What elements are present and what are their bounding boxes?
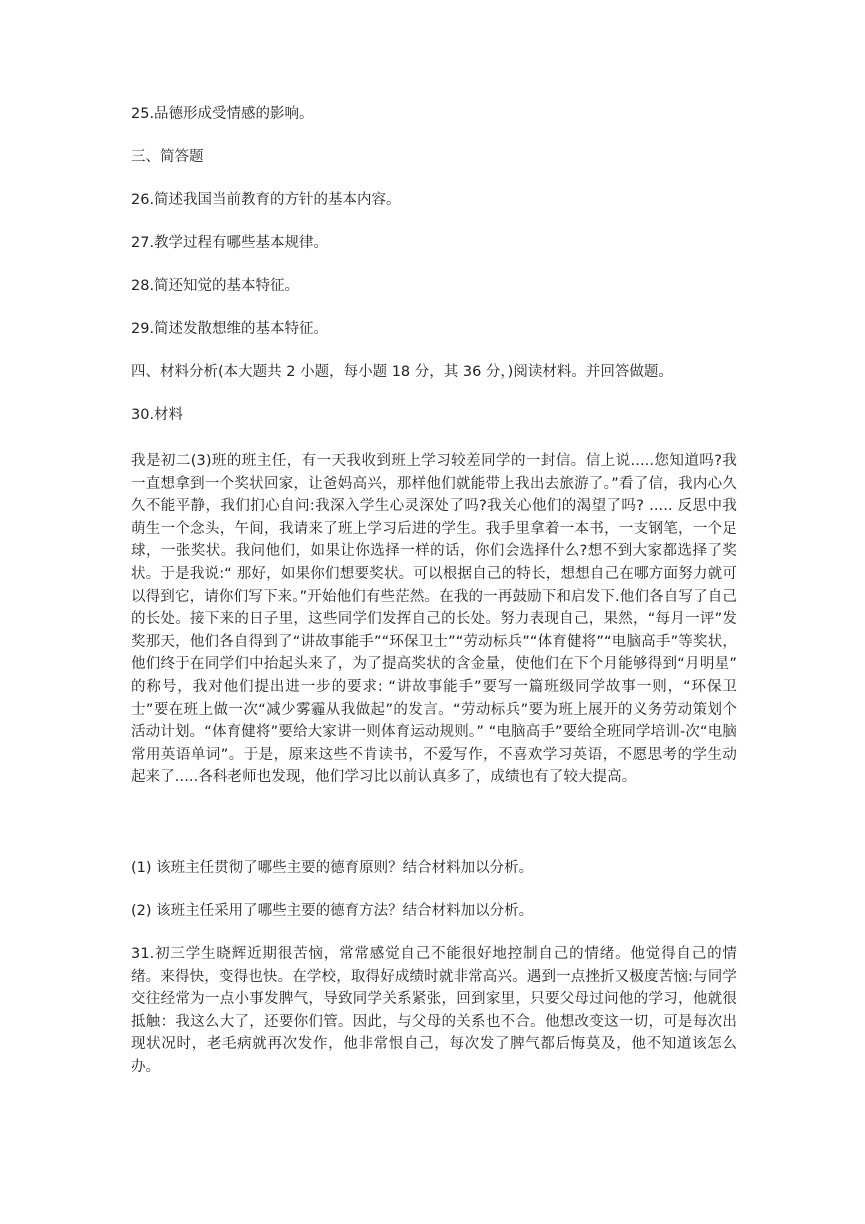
question-26: 26.简述我国当前教育的方针的基本内容。 bbox=[131, 192, 401, 208]
question-30-material: 我是初二(3)班的班主任，有一天我收到班上学习较差同学的一封信。信上说.....您知道吗?我一直想拿到一个奖状回家，让爸妈高兴，那样他们就能带上我出去旅游了。”看了信，我内心久久不能平静，我们扪心自问:我深入学生心灵深处了吗?我关心他们的渴望了吗? ..... 反思中我萌生一个念头，午间，我请来了班上学习后进的学生。我手里拿着一本书，一支钢笔，一个足球，一张奖状。我问他们，如果让你选择一样的话，你们会选择什么?想不到大家都选择了奖状。于是我说:“ 那好，如果你们想要奖状。可以根据自己的特长，想想自己在哪方面努力就可以得到它，请你们写下来。”开始他们有些茫然。在我的一再鼓励下和启发下.他们各自写了自己的长处。接下来的日子里，这些同学们发挥自己的长处。努力表现自己，果然，“每月一评”发奖那天，他们各自得到了“讲故事能手”“环保卫士”“劳动标兵”“体育健将”“电脑高手”等奖状，他们终于在同学们中抬起头来了，为了提高奖状的含金量，使他们在下个月能够得到“月明星” 的称号，我对他们提出进一步的要求: “讲故事能手”要写一篇班级同学故事一则，“环保卫士”要在班上做一次“减少雾霾从我做起”的发言。“劳动标兵”要为班上展开的义务劳动策划个活动计划。“体育健将”要给大家讲一则体育运动规则。” “电脑高手”要给全班同学培训-次“电脑常用英语单词”。于是，原来这些不肯读书，不爱写作，不喜欢学习英语，不愿思考的学生动起来了.....各科老师也发现，他们学习比以前认真多了，成绩也有了较大提高。 bbox=[131, 453, 737, 786]
question-30-heading: 30.材料 bbox=[131, 407, 184, 423]
question-30-subquestion-1: (1) 该班主任贯彻了哪些主要的德育原则？结合材料加以分析。 bbox=[131, 860, 534, 876]
question-25: 25.品德形成受情感的影响。 bbox=[131, 106, 314, 122]
section-heading-material-analysis: 四、材料分析(本大题共 2 小题，每小题 18 分，其 36 分，)阅读材料。并回答做题。 bbox=[131, 364, 673, 380]
question-29: 29.简述发散想维的基本特征。 bbox=[131, 321, 329, 337]
section-heading-short-answer: 三、简答题 bbox=[131, 149, 204, 165]
question-27: 27.教学过程有哪些基本规律。 bbox=[131, 235, 329, 251]
question-28: 28.简还知觉的基本特征。 bbox=[131, 278, 300, 294]
question-31: 31.初三学生晓辉近期很苦恼，常常感觉自己不能很好地控制自己的情绪。他觉得自己的情绪。来得快，变得也快。在学校，取得好成绩时就非常高兴。遇到一点挫折又极度苦恼:与同学交往经常为一点小事发脾气，导致同学关系紧张，回到家里，只要父母过问他的学习，他就很抵触：我这么大了，还要你们管。因此，与父母的关系也不合。他想改变这一切，可是每次出现状况时，老毛病就再次发作，他非常恨自己，每次发了脾气都后悔莫及，他不知道该怎么办。 bbox=[131, 946, 737, 1075]
question-30-subquestion-2: (2) 该班主任采用了哪些主要的德育方法？结合材料加以分析。 bbox=[131, 903, 534, 919]
